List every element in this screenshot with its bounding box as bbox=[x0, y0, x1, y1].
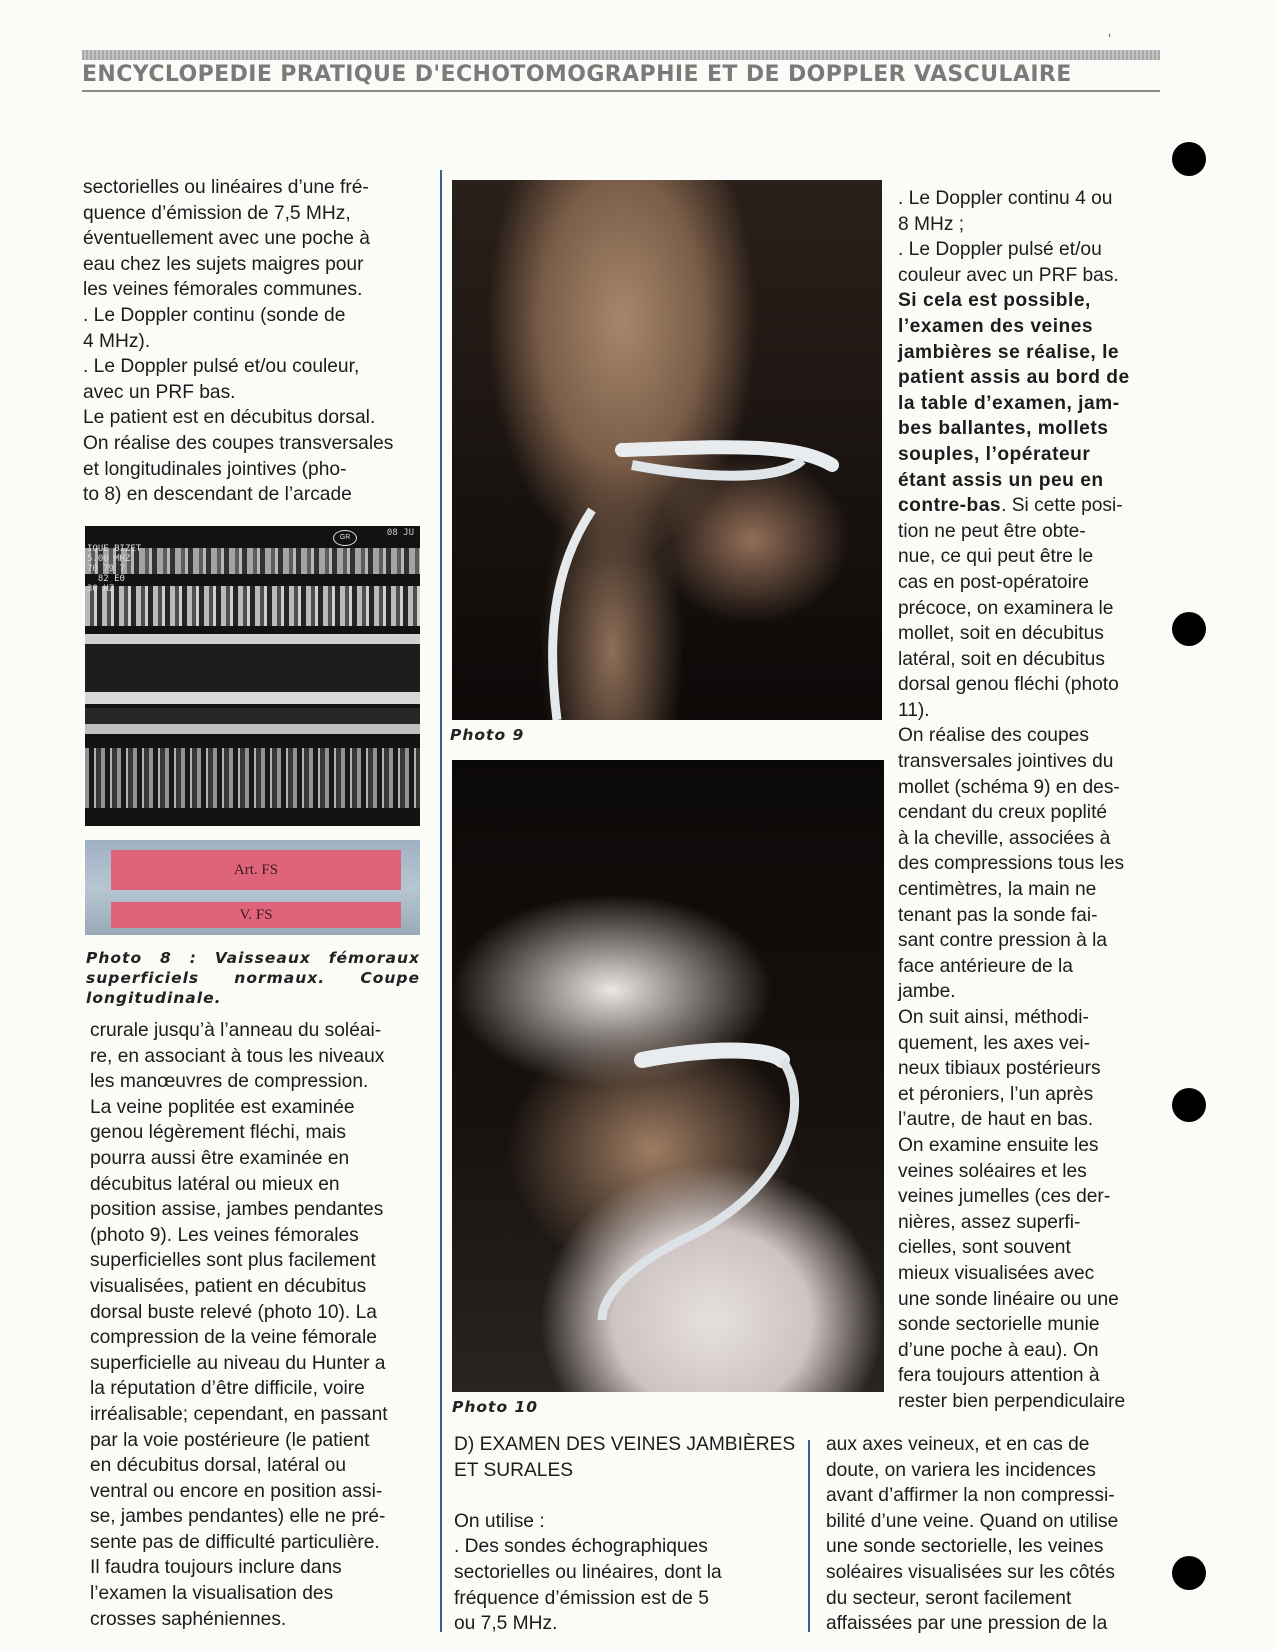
vessel-lumen-2 bbox=[85, 708, 420, 724]
bold-line: étant assis un peu en bbox=[898, 469, 1104, 491]
text-line: visualisées, patient en décubitus bbox=[90, 1275, 367, 1297]
text-line: veines soléaires et les bbox=[898, 1160, 1087, 1182]
page-mark: ‘ bbox=[1108, 30, 1112, 46]
text-line: . Le Doppler pulsé et/ou bbox=[898, 239, 1102, 261]
ultrasound-overlay-text: IQUE BIZET 5.00 MHZ 70 79 7 82 E0 30 HZ bbox=[87, 544, 142, 594]
text-line: et longitudinales jointives (pho- bbox=[83, 458, 347, 480]
text-line: . Le Doppler pulsé et/ou couleur, bbox=[83, 356, 360, 378]
column-1-bottom-text bbox=[90, 1018, 422, 1632]
bold-line: l’examen des veines bbox=[898, 315, 1094, 337]
text-line: sonde sectorielle munie bbox=[898, 1314, 1100, 1336]
vessel-wall-lower bbox=[85, 692, 420, 704]
text-fragment: . Si cette posi- bbox=[1001, 495, 1123, 517]
text-line: dorsal buste relevé (photo 10). La bbox=[90, 1301, 377, 1323]
text-line: veines jumelles (ces der- bbox=[898, 1186, 1111, 1208]
text-line: se, jambes pendantes) elle ne pré- bbox=[90, 1506, 386, 1528]
text-line: mieux visualisées avec bbox=[898, 1262, 1095, 1284]
text-line: 8 MHz ; bbox=[898, 213, 965, 235]
ultrasound-image bbox=[85, 526, 420, 826]
text-line: . Le Doppler continu 4 ou bbox=[898, 188, 1113, 209]
header-rule bbox=[82, 50, 1160, 60]
bold-line: Si cela est possible, bbox=[898, 290, 1091, 312]
vein-flow-label: V. FS bbox=[111, 902, 401, 928]
text-line: sectorielles ou linéaires, dont la bbox=[454, 1561, 722, 1583]
binder-hole-1 bbox=[1172, 142, 1206, 176]
text-line: une sonde sectorielle, les veines bbox=[826, 1536, 1104, 1558]
bold-fragment: contre-bas bbox=[898, 495, 1002, 517]
photo-10-thigh-probe bbox=[452, 760, 884, 1392]
running-header: ENCYCLOPEDIE PRATIQUE D'ECHOTOMOGRAPHIE ET DE DOPPLER VASCULAIRE bbox=[82, 60, 1160, 92]
text-line: On réalise des coupes transversales bbox=[83, 432, 394, 454]
text-line: On utilise : bbox=[454, 1510, 545, 1532]
text-line: avant d’affirmer la non compressi- bbox=[826, 1485, 1115, 1507]
photo-9-label: Photo 9 bbox=[450, 726, 525, 744]
text-line: La veine poplitée est examinée bbox=[90, 1096, 355, 1118]
text-line: décubitus latéral ou mieux en bbox=[90, 1173, 340, 1195]
text-line: fera toujours attention à bbox=[898, 1365, 1100, 1387]
text-line: Le patient est en décubitus dorsal. bbox=[83, 407, 376, 429]
artery-flow-label: Art. FS bbox=[111, 850, 401, 890]
text-line: ventral ou encore en position assi- bbox=[90, 1480, 383, 1502]
text-line: bilité d’une veine. Quand on utilise bbox=[826, 1510, 1119, 1532]
text-line: (photo 9). Les veines fémorales bbox=[90, 1224, 359, 1246]
text-line: superficielles sont plus facilement bbox=[90, 1250, 376, 1272]
text-line: rester bien perpendiculaire bbox=[898, 1390, 1126, 1412]
text-line: . Le Doppler continu (sonde de bbox=[83, 304, 346, 326]
text-line: une sonde linéaire ou une bbox=[898, 1288, 1119, 1310]
text-line: cielles, sont souvent bbox=[898, 1237, 1071, 1259]
section-heading: D) EXAMEN DES VEINES JAMBIÈRES bbox=[454, 1434, 796, 1455]
text-line: d’une poche à eau). On bbox=[898, 1339, 1099, 1361]
text-line: avec un PRF bas. bbox=[83, 381, 236, 403]
photo-10-label: Photo 10 bbox=[452, 1398, 539, 1416]
text-line: à la cheville, associées à bbox=[898, 827, 1111, 849]
text-line: tion ne peut être obte- bbox=[898, 520, 1086, 542]
text-line: tenant pas la sonde fai- bbox=[898, 904, 1098, 926]
text-line: On réalise des coupes bbox=[898, 725, 1089, 747]
text-line: en décubitus dorsal, latéral ou bbox=[90, 1455, 346, 1477]
bold-line: la table d’examen, jam- bbox=[898, 392, 1120, 414]
text-line: cas en post-opératoire bbox=[898, 571, 1089, 593]
bold-line: souples, l’opérateur bbox=[898, 443, 1091, 465]
text-line: irréalisable; cependant, en passant bbox=[90, 1403, 388, 1425]
text-line: neux tibiaux postérieurs bbox=[898, 1058, 1101, 1080]
text-line: transversales jointives du bbox=[898, 751, 1114, 773]
text-line: ou 7,5 MHz. bbox=[454, 1613, 558, 1635]
text-line: sant contre pression à la bbox=[898, 930, 1108, 952]
column-rule-left bbox=[440, 170, 442, 1632]
text-line: précoce, on examinera le bbox=[898, 597, 1114, 619]
text-line: eau chez les sujets maigres pour bbox=[83, 253, 364, 275]
text-line: les veines fémorales communes. bbox=[83, 279, 363, 301]
text-line: compression de la veine fémorale bbox=[90, 1327, 377, 1349]
text-line: position assise, jambes pendantes bbox=[90, 1199, 384, 1221]
text-line: nières, assez superfi- bbox=[898, 1211, 1081, 1233]
text-line: quence d’émission de 7,5 MHz, bbox=[83, 202, 351, 224]
text-line: sente pas de difficulté particulière. bbox=[90, 1531, 380, 1553]
mixed-line bbox=[898, 493, 1163, 519]
text-line: crosses saphéniennes. bbox=[90, 1608, 287, 1630]
text-line: pourra aussi être examinée en bbox=[90, 1147, 350, 1169]
photo-9-leg-probe bbox=[452, 180, 882, 720]
text-line: mollet, soit en décubitus bbox=[898, 623, 1104, 645]
ultrasound-logo: GR bbox=[333, 530, 357, 546]
text-line: Il faudra toujours inclure dans bbox=[90, 1557, 342, 1579]
section-heading: ET SURALES bbox=[454, 1459, 574, 1481]
text-line: face antérieure de la bbox=[898, 955, 1073, 977]
column-3-wide-text bbox=[826, 1432, 1163, 1637]
spacer bbox=[454, 1483, 798, 1509]
text-line: affaissées par une pression de la bbox=[826, 1613, 1108, 1635]
text-line: On examine ensuite les bbox=[898, 1134, 1099, 1156]
bold-line: jambières se réalise, le bbox=[898, 341, 1120, 363]
text-line: re, en associant à tous les niveaux bbox=[90, 1045, 385, 1067]
probe-cable-graphic bbox=[452, 180, 882, 720]
binder-hole-3 bbox=[1172, 1088, 1206, 1122]
column-rule-right bbox=[808, 1440, 810, 1632]
text-line: quement, les axes vei- bbox=[898, 1032, 1090, 1054]
ultrasound-date-label: 08 JU bbox=[386, 528, 414, 538]
text-line: cendant du creux poplité bbox=[898, 802, 1108, 824]
section-d bbox=[454, 1432, 798, 1637]
text-line: crurale jusqu’à l’anneau du soléai- bbox=[90, 1020, 382, 1041]
text-line: éventuellement avec une poche à bbox=[83, 228, 370, 250]
text-line: superficielle au niveau du Hunter a bbox=[90, 1352, 386, 1374]
text-line: latéral, soit en décubitus bbox=[898, 648, 1105, 670]
text-line: mollet (schéma 9) en des- bbox=[898, 776, 1120, 798]
text-line: des compressions tous les bbox=[898, 853, 1125, 875]
column-3-text bbox=[898, 186, 1163, 1415]
vessel-wall-3 bbox=[85, 724, 420, 734]
text-line: par la voie postérieure (le patient bbox=[90, 1429, 370, 1451]
text-line: sectorielles ou linéaires d’une fré- bbox=[83, 177, 369, 198]
doppler-color-panel bbox=[85, 840, 420, 935]
text-line: couleur avec un PRF bas. bbox=[898, 264, 1119, 286]
text-line: aux axes veineux, et en cas de bbox=[826, 1434, 1090, 1455]
text-line: jambe. bbox=[898, 981, 956, 1003]
text-line: doute, on variera les incidences bbox=[826, 1459, 1096, 1481]
text-line: fréquence d’émission est de 5 bbox=[454, 1587, 709, 1609]
text-line: On suit ainsi, méthodi- bbox=[898, 1007, 1089, 1028]
text-line: soléaires visualisées sur les côtés bbox=[826, 1561, 1116, 1583]
tissue-band bbox=[85, 748, 420, 808]
text-line: centimètres, la main ne bbox=[898, 879, 1097, 901]
vessel-lumen bbox=[85, 644, 420, 692]
photo8-caption: Photo 8 : Vaisseaux fémoraux superficiels normaux. Coupe longitudinale. bbox=[86, 949, 420, 1007]
text-line: 4 MHz). bbox=[83, 330, 151, 352]
binder-hole-2 bbox=[1172, 612, 1206, 646]
text-line: dorsal genou fléchi (photo bbox=[898, 674, 1119, 696]
text-line: l’autre, de haut en bas. bbox=[898, 1109, 1094, 1131]
text-line: nue, ce qui peut être le bbox=[898, 546, 1094, 568]
probe-cable-graphic bbox=[452, 760, 884, 1392]
bold-line: bes ballantes, mollets bbox=[898, 418, 1109, 440]
column-1-top-text bbox=[83, 175, 421, 508]
text-line: et péroniers, l’un après bbox=[898, 1083, 1094, 1105]
text-line: la réputation d’être difficile, voire bbox=[90, 1378, 365, 1400]
text-line: to 8) en descendant de l’arcade bbox=[83, 484, 352, 506]
text-line: genou légèrement fléchi, mais bbox=[90, 1122, 346, 1144]
binder-hole-4 bbox=[1172, 1556, 1206, 1590]
bold-line: patient assis au bord de bbox=[898, 367, 1130, 389]
text-line: 11). bbox=[898, 699, 930, 721]
text-line: l’examen la visualisation des bbox=[90, 1583, 334, 1605]
text-line: . Des sondes échographiques bbox=[454, 1536, 708, 1558]
vessel-wall-upper bbox=[85, 634, 420, 644]
text-line: les manœuvres de compression. bbox=[90, 1071, 369, 1093]
text-line: du secteur, seront facilement bbox=[826, 1587, 1072, 1609]
